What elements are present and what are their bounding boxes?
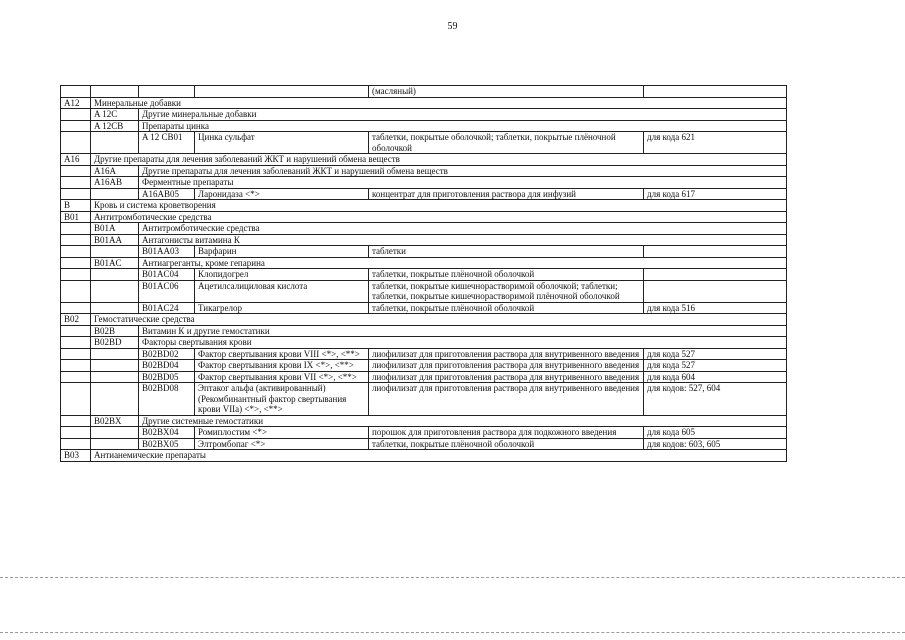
drug-name-cell: Ларонидаза <*> [195,188,369,200]
empty-cell [61,269,91,281]
group-name-cell: Витамин К и другие гемостатики [139,325,787,337]
atc-code-cell: B02BD05 [139,371,195,383]
empty-cell [91,132,139,154]
atc-code-cell: B01 [61,211,91,223]
empty-cell [61,132,91,154]
table-row [61,154,787,166]
page-number: 59 [447,21,458,32]
note-cell [644,280,787,302]
atc-code-cell: B01AC06 [139,280,195,302]
table-row [61,302,787,314]
empty-cell [61,86,91,98]
table-row [61,177,787,189]
table-row [61,415,787,427]
empty-cell [61,360,91,372]
atc-code-cell: B02BD02 [139,348,195,360]
dosage-form-cell: таблетки, покрытые плёночной оболочкой [369,302,644,314]
atc-code-cell: B01A [91,223,139,235]
dosage-form-cell: концентрат для приготовления раствора для инфузий [369,188,644,200]
atc-code-cell: A16AB [91,177,139,189]
table-row [61,200,787,212]
table-row [61,314,787,326]
empty-cell [61,371,91,383]
dosage-form-cell: лиофилизат для приготовления раствора для внутривенного введения [369,383,644,416]
atc-code-cell: B02BD [91,337,139,349]
scan-artifact-line [0,577,905,578]
table-row [61,188,787,200]
group-name-cell: Антиагреганты, кроме гепарина [139,257,787,269]
table-row [61,427,787,439]
table-row [61,337,787,349]
note-cell [644,86,787,98]
drug-name-cell: Элтромбопаг <*> [195,438,369,450]
atc-code-cell: B02BD04 [139,360,195,372]
dosage-form-cell: таблетки, покрытые плёночной оболочкой [369,269,644,281]
atc-code-cell: B02BX05 [139,438,195,450]
table-row [61,97,787,109]
note-cell [644,246,787,258]
empty-cell [91,246,139,258]
atc-code-cell: B01AC [91,257,139,269]
empty-cell [91,427,139,439]
dosage-form-cell: таблетки, покрытые оболочкой; таблетки, покрытые плёночной оболочкой [369,132,644,154]
group-name-cell: Препараты цинка [139,120,787,132]
empty-cell [61,415,91,427]
drug-name-cell: Варфарин [195,246,369,258]
drug-name-cell: Фактор свертывания крови VII <*>, <**> [195,371,369,383]
table-row [61,269,787,281]
table-row [61,234,787,246]
dosage-form-cell: порошок для приготовления раствора для подкожного введения [369,427,644,439]
group-name-cell: Ферментные препараты [139,177,787,189]
atc-code-cell: B01AC04 [139,269,195,281]
atc-code-cell: B [61,200,91,212]
table-row [61,280,787,302]
note-cell: для кодов: 527, 604 [644,383,787,416]
table-row [61,348,787,360]
atc-code-cell: B01AC24 [139,302,195,314]
table-row [61,246,787,258]
empty-cell [91,302,139,314]
atc-code-cell: B01AA [91,234,139,246]
dosage-form-cell: лиофилизат для приготовления раствора для внутривенного введения [369,371,644,383]
empty-cell [61,177,91,189]
atc-code-cell: B02B [91,325,139,337]
note-cell: для кода 516 [644,302,787,314]
drug-name-cell: Ацетилсалициловая кислота [195,280,369,302]
empty-cell [61,223,91,235]
group-name-cell: Факторы свертывания крови [139,337,787,349]
dosage-form-cell: таблетки, покрытые плёночной оболочкой [369,438,644,450]
drug-name-cell: Цинка сульфат [195,132,369,154]
table-row [61,223,787,235]
atc-code-cell: B03 [61,450,91,462]
table-row [61,109,787,121]
group-name-cell: Другие препараты для лечения заболеваний ЖКТ и нарушений обмена веществ [91,154,787,166]
empty-cell [61,427,91,439]
atc-code-cell: A 12 СВ01 [139,132,195,154]
table-row [61,211,787,223]
empty-cell [91,348,139,360]
note-cell: для кода 604 [644,371,787,383]
table-row [61,383,787,416]
dosage-form-cell: лиофилизат для приготовления раствора для внутривенного введения [369,360,644,372]
table-row [61,165,787,177]
atc-code-cell: A 12СВ [91,120,139,132]
table-row [61,371,787,383]
empty-cell [91,188,139,200]
group-name-cell: Другие системные гемостатики [139,415,787,427]
empty-cell [61,348,91,360]
group-name-cell: Другие минеральные добавки [139,109,787,121]
table-row [61,325,787,337]
atc-code-cell: A16AB05 [139,188,195,200]
empty-cell [91,360,139,372]
dosage-form-cell: лиофилизат для приготовления раствора для внутривенного введения [369,348,644,360]
note-cell: для кода 605 [644,427,787,439]
note-cell: для кодов: 603, 605 [644,438,787,450]
drug-name-cell [195,86,369,98]
group-name-cell: Минеральные добавки [91,97,787,109]
empty-cell [61,257,91,269]
dosage-form-cell: таблетки [369,246,644,258]
drug-name-cell: Эптаког альфа (активированный) (Рекомбинантный фактор свертывания крови VIIa) <*>, <**> [195,383,369,416]
empty-cell [91,371,139,383]
table-body [61,86,787,462]
empty-cell [61,188,91,200]
empty-cell [61,383,91,416]
group-name-cell: Антагонисты витамина К [139,234,787,246]
empty-cell [61,280,91,302]
atc-code-cell: A12 [61,97,91,109]
empty-cell [91,280,139,302]
empty-cell [61,165,91,177]
empty-cell [61,109,91,121]
atc-code-cell [139,86,195,98]
table-row [61,120,787,132]
drug-name-cell: Тикагрелор [195,302,369,314]
atc-code-cell: B02BX04 [139,427,195,439]
atc-code-cell: A 12С [91,109,139,121]
dosage-form-cell: (масляный) [369,86,644,98]
atc-code-cell: A16 [61,154,91,166]
table-row [61,438,787,450]
empty-cell [91,438,139,450]
empty-cell [91,86,139,98]
drug-name-cell: Ромиплостим <*> [195,427,369,439]
empty-cell [61,246,91,258]
table-row [61,257,787,269]
empty-cell [91,269,139,281]
empty-cell [61,337,91,349]
group-name-cell: Гемостатические средства [91,314,787,326]
drug-table [60,85,787,462]
atc-code-cell: B01AA03 [139,246,195,258]
atc-code-cell: B02BX [91,415,139,427]
table-row [61,86,787,98]
group-name-cell: Антитромботические средства [139,223,787,235]
drug-name-cell: Клопидогрел [195,269,369,281]
group-name-cell: Другие препараты для лечения заболеваний ЖКТ и нарушений обмена веществ [139,165,787,177]
empty-cell [91,383,139,416]
note-cell: для кода 617 [644,188,787,200]
note-cell [644,269,787,281]
empty-cell [61,302,91,314]
atc-code-cell: A16A [91,165,139,177]
empty-cell [61,234,91,246]
scan-artifact-line [0,632,905,633]
empty-cell [61,325,91,337]
table-row [61,360,787,372]
group-name-cell: Антианемические препараты [91,450,787,462]
group-name-cell: Кровь и система кроветворения [91,200,787,212]
table-row [61,132,787,154]
note-cell: для кода 527 [644,348,787,360]
atc-code-cell: B02 [61,314,91,326]
empty-cell [61,120,91,132]
drug-name-cell: Фактор свертывания крови VIII <*>, <**> [195,348,369,360]
table-row [61,450,787,462]
atc-code-cell: B02BD08 [139,383,195,416]
empty-cell [61,438,91,450]
dosage-form-cell: таблетки, покрытые кишечнорастворимой оболочкой; таблетки; таблетки, покрытые кишечнорастворимой плёночной оболочкой [369,280,644,302]
group-name-cell: Антитромботические средства [91,211,787,223]
note-cell: для кода 621 [644,132,787,154]
drug-name-cell: Фактор свертывания крови IX <*>, <**> [195,360,369,372]
note-cell: для кода 527 [644,360,787,372]
